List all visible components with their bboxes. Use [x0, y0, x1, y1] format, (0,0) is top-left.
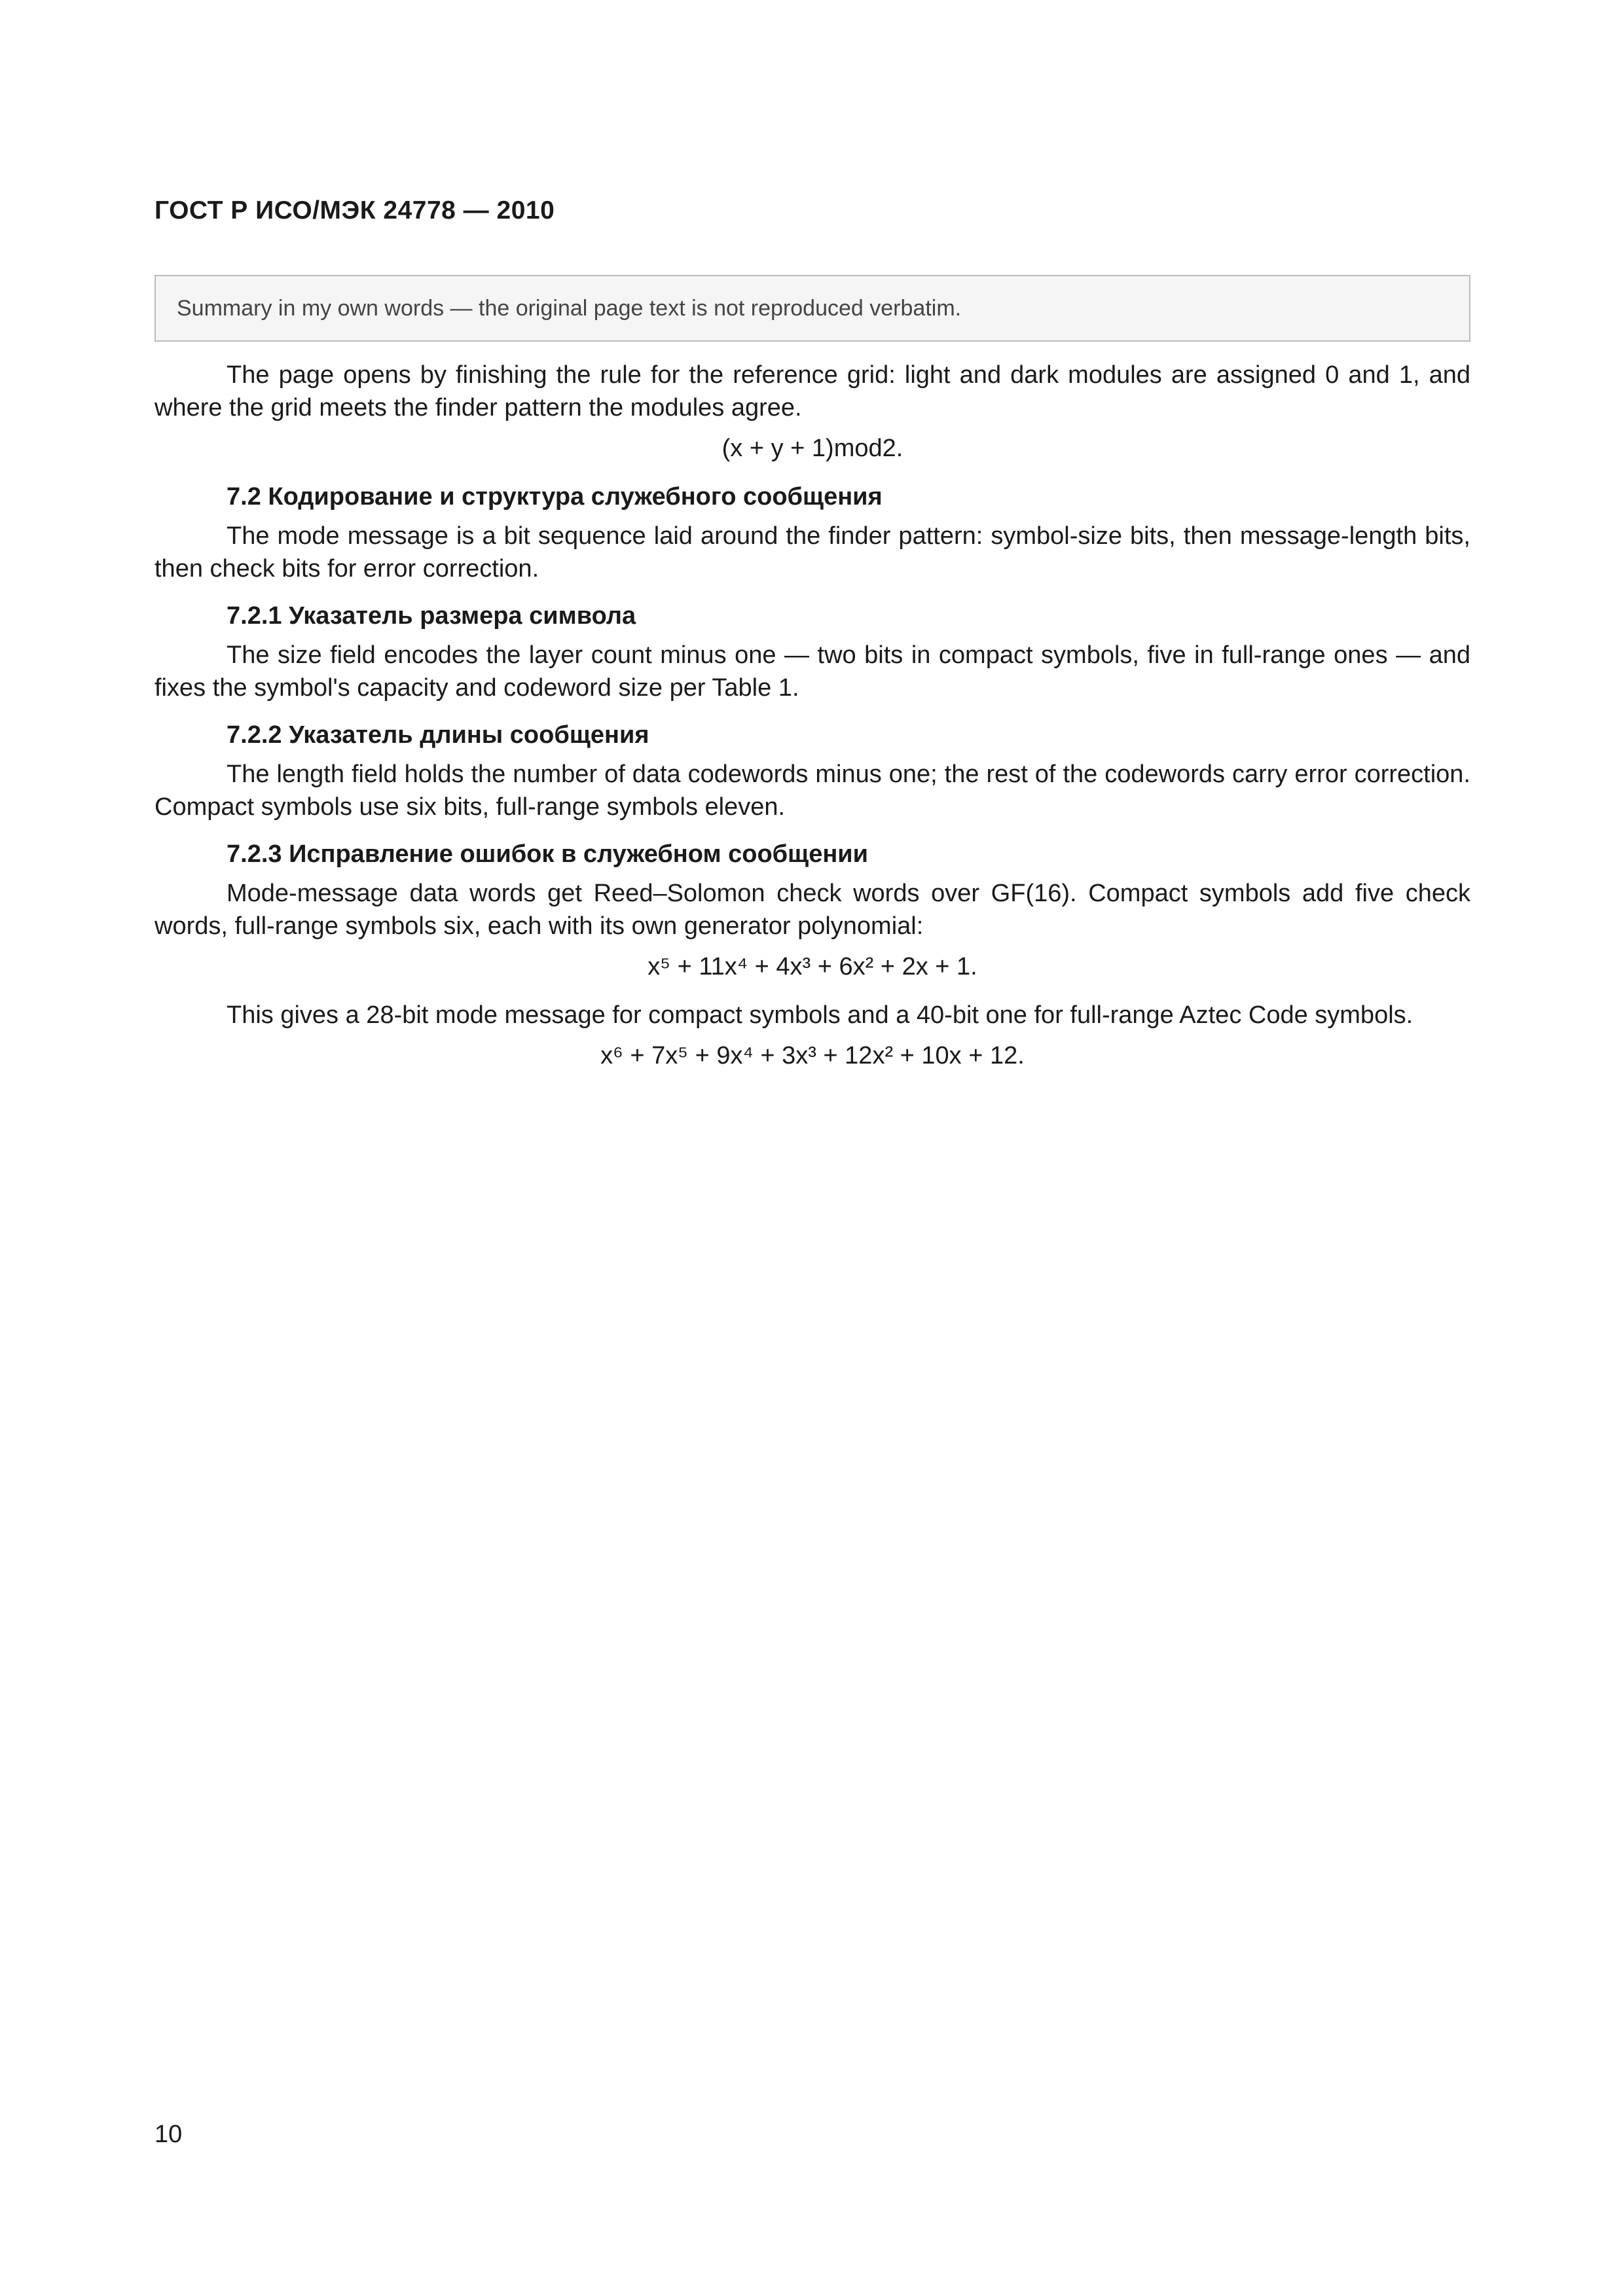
body-text: [155, 275, 1470, 1088]
section-heading-1: 7.2 Кодирование и структура служебного сообщения: [227, 483, 883, 511]
running-head: ГОСТ Р ИСО/МЭК 24778 — 2010: [155, 196, 555, 224]
section-summary-1: The mode message is a bit sequence laid around the finder pattern: symbol-size bits, then message-length bits, then check bits for error correction.: [155, 522, 1470, 583]
section-formula-5: x⁶ + 7x⁵ + 9x⁴ + 3x³ + 12x² + 10x + 12.: [600, 1042, 1025, 1069]
summary-notice: Summary in my own words — the original page text is not reproduced verbatim.: [155, 275, 1470, 342]
section-formula-4: x⁵ + 11x⁴ + 4x³ + 6x² + 2x + 1.: [647, 953, 977, 980]
page-number: 10: [155, 2121, 183, 2148]
section-formula-0: (x + y + 1)mod2.: [721, 435, 903, 462]
section-heading-4: 7.2.3 Исправление ошибок в служебном сообщении: [227, 840, 869, 868]
section-heading-2: 7.2.1 Указатель размера символа: [227, 602, 636, 630]
section-summary-2: The size field encodes the layer count minus one — two bits in compact symbols, five in full-range ones — and fixes the symbol's capacity and codeword size per Table 1.: [155, 641, 1470, 702]
section-heading-3: 7.2.2 Указатель длины сообщения: [227, 721, 649, 749]
section-summary-5: This gives a 28-bit mode message for compact symbols and a 40-bit one for full-range Aztec Code symbols.: [227, 1001, 1413, 1029]
section-summary-0: The page opens by finishing the rule for the reference grid: light and dark modules are assigned 0 and 1, and where the grid meets the finder pattern the modules agree.: [155, 361, 1470, 422]
section-summary-3: The length field holds the number of data codewords minus one; the rest of the codewords carry error correction. Compact symbols use six bits, full-range symbols eleven.: [155, 761, 1470, 821]
section-summary-4: Mode-message data words get Reed–Solomon check words over GF(16). Compact symbols add five check words, full-range symbols six, each with its own generator polynomial:: [155, 880, 1470, 940]
